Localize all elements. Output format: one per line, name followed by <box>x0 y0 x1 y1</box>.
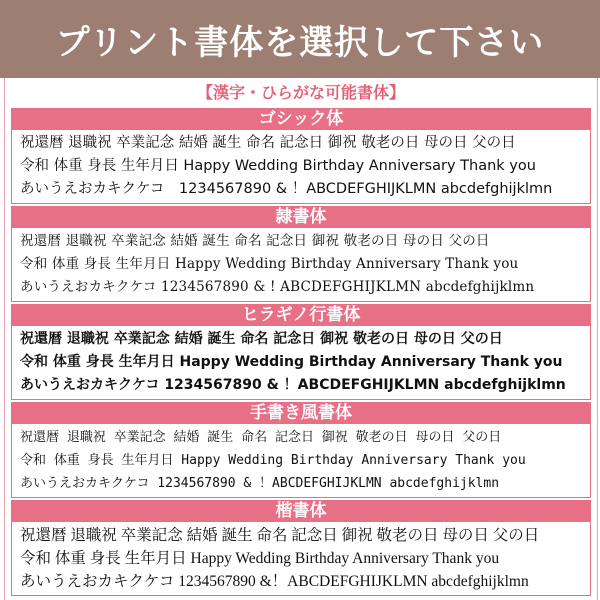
sample-line: 祝還暦 退職祝 卒業記念 結婚 誕生 命名 記念日 御祝 敬老の日 母の日 父の日 <box>20 430 502 445</box>
section-kaisho <box>11 500 591 596</box>
section-samples <box>11 228 591 302</box>
sample-line: あいうえおカキクケコ 1234567890 &！ABCDEFGHIJKLMN abcdefghijklmn <box>20 573 529 590</box>
sample-line: 祝還暦 退職祝 卒業記念 結婚 誕生 命名 記念日 御祝 敬老の日 母の日 父の日 <box>20 331 503 347</box>
panel-subtitle: 【漢字・ひらがな可能書体】 <box>196 83 405 102</box>
section-tegaki <box>11 402 591 498</box>
sample-line: あいうえおカキクケコ 1234567890 & ！ABCDEFGHIJKLMN abcdefghijklmn <box>20 181 553 197</box>
section-samples <box>11 326 591 400</box>
title-banner <box>0 0 600 78</box>
section-reisho <box>11 206 591 302</box>
section-header: ヒラギノ行書体 <box>11 304 591 326</box>
section-gyosho <box>11 304 591 400</box>
sample-line: 令和 体重 身長 生年月日 Happy Wedding Birthday Anniversary Thank you <box>20 158 536 174</box>
sample-line: あいうえおカキクケコ 1234567890 & ！ABCDEFGHIJKLMN abcdefghijklmn <box>20 377 566 393</box>
sample-line: 祝還暦 退職祝 卒業記念 結婚 誕生 命名 記念日 御祝 敬老の日 母の日 父の日 <box>20 233 490 249</box>
section-gothic <box>11 108 591 204</box>
sample-line: あいうえおカキクケコ 1234567890 & ！ABCDEFGHIJKLMN abcdefghijklmn <box>20 476 500 491</box>
section-samples <box>11 130 591 204</box>
sample-line: 祝還暦 退職祝 卒業記念 結婚 誕生 命名 記念日 御祝 敬老の日 母の日 父の日 <box>20 527 540 544</box>
font-sample-panel <box>4 78 598 600</box>
sample-line: 祝還暦 退職祝 卒業記念 結婚 誕生 命名 記念日 御祝 敬老の日 母の日 父の日 <box>20 135 516 151</box>
section-header: 楷書体 <box>11 500 591 522</box>
banner-title: プリント書体を選択して下さい <box>55 22 545 63</box>
sample-line: あいうえおカキクケコ 1234567890 & ! ABCDEFGHIJKLMN abcdefghijklmn <box>20 279 535 295</box>
sample-line: 令和 体重 身長 生年月日 Happy Wedding Birthday Anniversary Thank you <box>20 453 526 468</box>
section-samples <box>11 522 591 596</box>
section-header: 手書き風書体 <box>11 402 591 424</box>
sample-line: 令和 体重 身長 生年月日 Happy Wedding Birthday Anniversary Thank you <box>20 256 519 272</box>
sample-line: 令和 体重 身長 生年月日 Happy Wedding Birthday Anniversary Thank you <box>20 550 500 567</box>
sample-line: 令和 体重 身長 生年月日 Happy Wedding Birthday Anniversary Thank you <box>20 354 563 370</box>
section-samples <box>11 424 591 498</box>
section-header: ゴシック体 <box>11 108 591 130</box>
section-header: 隷書体 <box>11 206 591 228</box>
